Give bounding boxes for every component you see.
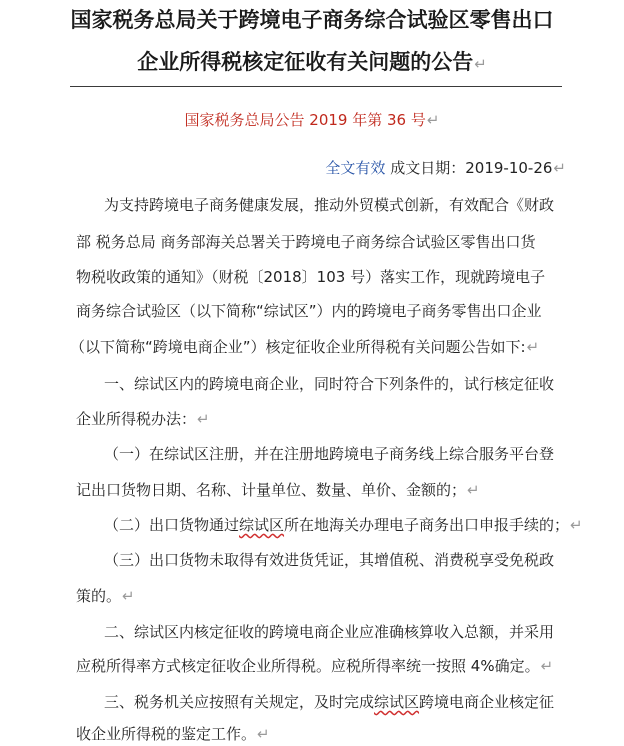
- body-line: 企业所得税办法：↵: [76, 410, 210, 428]
- body-line: （三）出口货物未取得有效进货凭证，其增值税、消费税享受免税政: [104, 551, 555, 569]
- paragraph-mark: ↵: [570, 516, 583, 534]
- paragraph-mark: ↵: [122, 587, 135, 605]
- document-number: 国家税务总局公告 2019 年第 36 号↵: [184, 111, 440, 129]
- body-line: 收企业所得税的鉴定工作。↵: [76, 725, 270, 743]
- paragraph-mark: ↵: [197, 410, 210, 428]
- spellcheck-underlined-term: 综试区: [239, 516, 285, 534]
- body-line: （一）在综试区注册，并在注册地跨境电子商务线上综合服务平台登: [104, 445, 555, 463]
- body-line: 商务综合试验区（以下简称“综试区”）内的跨境电子商务零售出口企业: [76, 302, 542, 320]
- body-line: 记出口货物日期、名称、计量单位、数量、单价、金额的；↵: [76, 481, 480, 499]
- body-line: 物税收政策的通知》（财税〔2018〕103 号）落实工作，现就跨境电子: [76, 268, 546, 286]
- body-line: 为支持跨境电子商务健康发展，推动外贸模式创新，有效配合《财政: [104, 196, 555, 214]
- spellcheck-underlined-term: 综试区: [374, 693, 420, 711]
- date-label: 成文日期：: [390, 159, 466, 177]
- body-line: 二、综试区内核定征收的跨境电商企业应准确核算收入总额，并采用: [104, 623, 555, 641]
- validity-date-line: [325, 157, 566, 178]
- validity-link[interactable]: 全文有效: [325, 159, 386, 177]
- paragraph-mark: ↵: [553, 159, 566, 177]
- title-line-1: 国家税务总局关于跨境电子商务综合试验区零售出口: [70, 8, 554, 32]
- paragraph-mark: ↵: [526, 338, 540, 356]
- paragraph-mark: ↵: [257, 725, 270, 743]
- paragraph-mark: ↵: [426, 111, 440, 129]
- body-line: 部 税务总局 商务部海关总署关于跨境电子商务综合试验区零售出口货: [76, 233, 536, 251]
- body-line: （二）出口货物通过综试区所在地海关办理电子商务出口申报手续的；↵: [104, 516, 583, 534]
- body-line: 应税所得率方式核定征收企业所得税。应税所得率统一按照 4%确定。↵: [76, 657, 554, 675]
- body-line: 一、综试区内的跨境电商企业，同时符合下列条件的，试行核定征收: [104, 375, 555, 393]
- paragraph-mark: ↵: [467, 481, 480, 499]
- paragraph-mark: ↵: [540, 657, 554, 675]
- body-line: 策的。↵: [76, 587, 135, 605]
- title-divider: [70, 86, 562, 87]
- date-value: 2019-10-26: [465, 159, 553, 177]
- body-line: （以下简称“跨境电商企业”）核定征收企业所得税有关问题公告如下:↵: [70, 338, 540, 356]
- title-line-2: 企业所得税核定征收有关问题的公告↵: [137, 50, 487, 74]
- paragraph-mark: ↵: [474, 55, 487, 73]
- body-line: 三、税务机关应按照有关规定，及时完成综试区跨境电商企业核定征: [104, 693, 555, 711]
